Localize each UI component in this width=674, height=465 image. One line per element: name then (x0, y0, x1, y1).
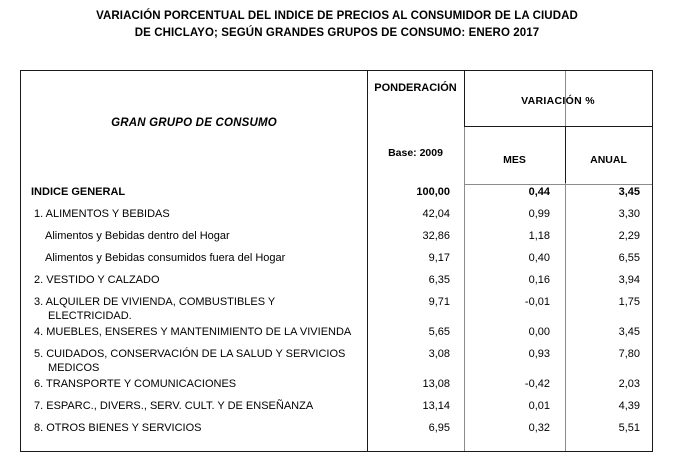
table-header (21, 71, 652, 183)
row-label (31, 399, 361, 413)
row-label (31, 229, 361, 243)
table-row (21, 207, 652, 229)
cell-mes: -0,01 (524, 296, 550, 308)
cell-mes: 1,18 (528, 230, 550, 242)
row-label (31, 325, 361, 339)
cell-mes: 0,99 (528, 208, 550, 220)
header-rule-under-variacion (464, 126, 652, 127)
header-anual: ANUAL (590, 154, 627, 166)
page-title (0, 8, 674, 42)
row-label-line-1: 5. CUIDADOS, CONSERVACIÓN DE LA SALUD Y SERVICIOS (34, 348, 346, 360)
cell-anual: 3,45 (618, 186, 640, 198)
cell-anual: 3,30 (618, 208, 640, 220)
cell-mes: 0,01 (528, 400, 550, 412)
row-label-line-1: 2. VESTIDO Y CALZADO (34, 274, 160, 286)
table-row (21, 377, 652, 399)
table-row (21, 347, 652, 377)
cell-anual: 2,29 (618, 230, 640, 242)
cell-ponderacion: 9,71 (428, 296, 450, 308)
cell-ponderacion: 9,17 (428, 252, 450, 264)
row-label-line-1: 6. TRANSPORTE Y COMUNICACIONES (34, 378, 237, 390)
table-row (21, 273, 652, 295)
header-base-year: Base: 2009 (388, 147, 443, 159)
cell-anual: 3,45 (618, 326, 640, 338)
cell-mes: 0,93 (528, 348, 550, 360)
cell-ponderacion: 3,08 (428, 348, 450, 360)
row-label (31, 273, 361, 287)
row-label-line-1: 3. ALQUILER DE VIVIENDA, COMBUSTIBLES Y (34, 296, 276, 308)
table-row (21, 185, 652, 207)
table-row (21, 399, 652, 421)
row-label-line-1: 4. MUEBLES, ENSERES Y MANTENIMIENTO DE LA VIVIENDA (34, 326, 352, 338)
row-label-line-1: Alimentos y Bebidas dentro del Hogar (45, 230, 230, 242)
row-label-line-1: INDICE GENERAL (31, 186, 126, 198)
ipc-table (20, 70, 653, 452)
row-label (31, 207, 361, 221)
row-label-line-1: Alimentos y Bebidas consumidos fuera del Hogar (45, 252, 286, 264)
cell-ponderacion: 5,65 (428, 326, 450, 338)
cell-ponderacion: 42,04 (422, 208, 450, 220)
table-row (21, 295, 652, 325)
row-label (31, 347, 361, 375)
header-mes: MES (503, 154, 526, 166)
cell-anual: 2,03 (618, 378, 640, 390)
cell-mes: 0,44 (528, 186, 550, 198)
row-label-line-2: ELECTRICIDAD. (48, 310, 132, 322)
cell-ponderacion: 100,00 (416, 186, 450, 198)
cell-anual: 3,94 (618, 274, 640, 286)
row-label (31, 295, 361, 323)
cell-anual: 1,75 (618, 296, 640, 308)
cell-ponderacion: 6,35 (428, 274, 450, 286)
header-gran-grupo-de-consumo: GRAN GRUPO DE CONSUMO (111, 117, 277, 129)
header-ponderacion: PONDERACIÓN (374, 82, 457, 94)
row-label-line-1: 7. ESPARC., DIVERS., SERV. CULT. Y DE ENSEÑANZA (34, 400, 314, 412)
page-title-line-2: DE CHICLAYO; SEGÚN GRANDES GRUPOS DE CONSUMO: ENERO 2017 (134, 27, 540, 39)
cell-mes: 0,00 (528, 326, 550, 338)
row-label (31, 377, 361, 391)
table-row (21, 325, 652, 347)
cell-ponderacion: 13,08 (422, 378, 450, 390)
cell-anual: 4,39 (618, 400, 640, 412)
row-label (31, 421, 361, 435)
cell-mes: 0,32 (528, 422, 550, 434)
cell-mes: 0,16 (528, 274, 550, 286)
row-label-line-1: 8. OTROS BIENES Y SERVICIOS (34, 422, 202, 434)
cell-ponderacion: 13,14 (422, 400, 450, 412)
cell-anual: 6,55 (618, 252, 640, 264)
table-row (21, 229, 652, 251)
table-body (21, 185, 652, 451)
table-row (21, 251, 652, 273)
cell-mes: 0,40 (528, 252, 550, 264)
cell-mes: -0,42 (524, 378, 550, 390)
row-label-line-2: MEDICOS (48, 362, 100, 374)
cell-ponderacion: 6,95 (428, 422, 450, 434)
cell-anual: 5,51 (618, 422, 640, 434)
row-label (31, 185, 361, 199)
header-rule-ponderacion-right-top (464, 71, 465, 126)
cell-ponderacion: 32,86 (422, 230, 450, 242)
page-title-line-1: VARIACIÓN PORCENTUAL DEL INDICE DE PRECIOS AL CONSUMIDOR DE LA CIUDAD (96, 10, 578, 22)
row-label-line-1: 1. ALIMENTOS Y BEBIDAS (34, 208, 170, 220)
table-row (21, 421, 652, 443)
row-label (31, 251, 361, 265)
header-variacion-pct: VARIACIÓN % (521, 95, 595, 107)
cell-anual: 7,80 (618, 348, 640, 360)
header-rule-mes-anual-top (565, 127, 566, 183)
